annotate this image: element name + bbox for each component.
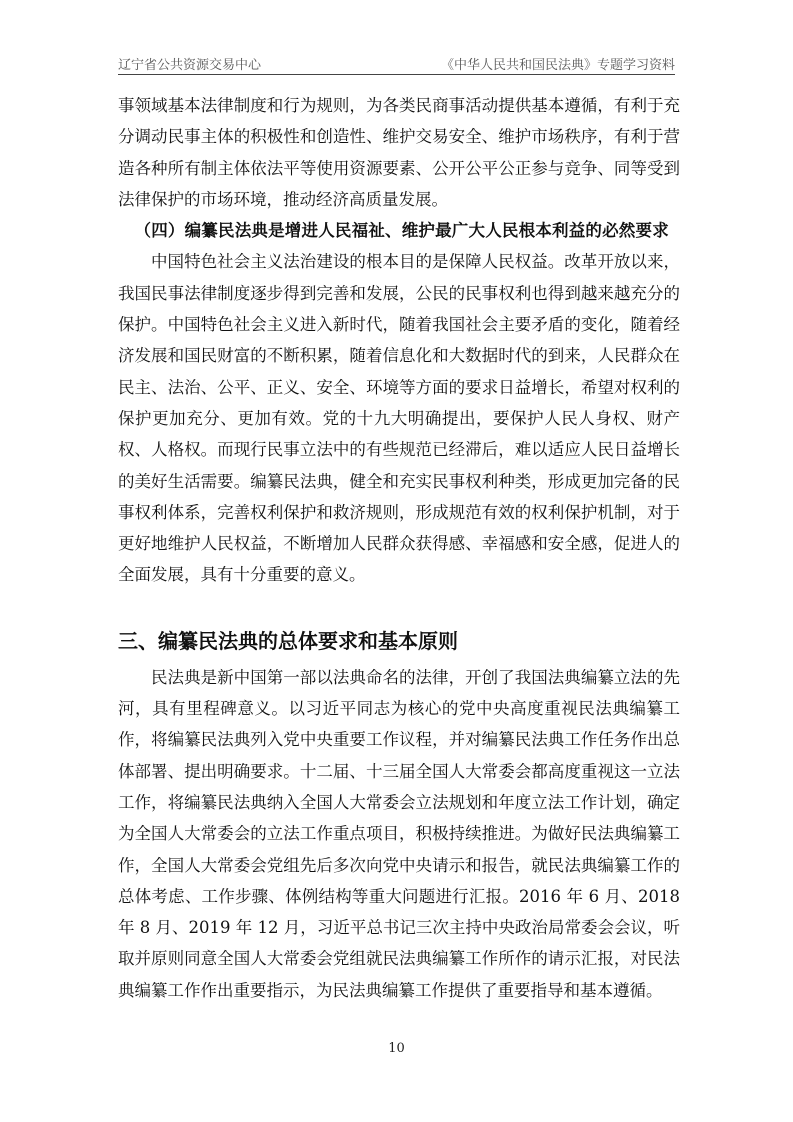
paragraph-people-rights: 中国特色社会主义法治建设的根本目的是保障人民权益。改革开放以来，我国民事法律制度逐步得到完善和发展，公民的民事权利也得到越来越充分的保护。中国特色社会主义进入新时代，随着我国社会主要矛盾的变化，随着经济发展和国民财富的不断积累，随着信息化和大数据时代的到来，人民群众在民主、法治、公平、正义、安全、环境等方面的要求日益增长，希望对权利的保护更加充分、更加有效。党的十九大明确提出，要保护人民人身权、财产权、人格权。而现行民事立法中的有些规范已经滞后，难以适应人民日益增长的美好生活需要。编纂民法典，健全和充实民事权利种类，形成更加完备的民事权利体系，完善权利保护和救济规则，形成规范有效的权利保护机制，对于更好地维护人民权益，不断增加人民群众获得感、幸福感和安全感，促进人的全面发展，具有十分重要的意义。 — [118, 252, 680, 585]
subheading-four: （四）编纂民法典是增进人民福祉、维护最广大人民根本利益的必然要求 — [134, 221, 669, 241]
paragraph-continued: 事领域基本法律制度和行为规则，为各类民商事活动提供基本遵循，有利于充分调动民事主体的积极性和创造性、维护交易安全、维护市场秩序，有利于营造各种所有制主体依法平等使用资源要素、公开公平公正参与竞争、同等受到法律保护的市场环境，推动经济高质量发展。 — [118, 96, 680, 209]
header-document-title: 《中华人民共和国民法典》专题学习资料 — [440, 58, 675, 73]
page-number: 10 — [388, 1041, 405, 1056]
page-content — [118, 90, 680, 1006]
page-header — [118, 52, 675, 75]
section-heading-three: 三、编纂民法典的总体要求和基本原则 — [118, 628, 458, 653]
header-organization: 辽宁省公共资源交易中心 — [118, 58, 262, 73]
paragraph-general-requirements: 民法典是新中国第一部以法典命名的法律，开创了我国法典编纂立法的先河，具有里程碑意义。以习近平同志为核心的党中央高度重视民法典编纂工作，将编纂民法典列入党中央重要工作议程，并对编纂民法典工作任务作出总体部署、提出明确要求。十二届、十三届全国人大常委会都高度重视这一立法工作，将编纂民法典纳入全国人大常委会立法规划和年度立法工作计划，确定为全国人大常委会的立法工作重点项目，积极持续推进。为做好民法典编纂工作，全国人大常委会党组先后多次向党中央请示和报告，就民法典编纂工作的总体考虑、工作步骤、体例结构等重大问题进行汇报。2016 年 6 月、2018 年 8 月、2019 年 12 月，习近平总书记三次主持中央政治局常委会会议，听取并原则同意全国人大常委会党组就民法典编纂工作所作的请示汇报，对民法典编纂工作作出重要指示，为民法典编纂工作提供了重要指导和基本遵循。 — [118, 667, 680, 1000]
